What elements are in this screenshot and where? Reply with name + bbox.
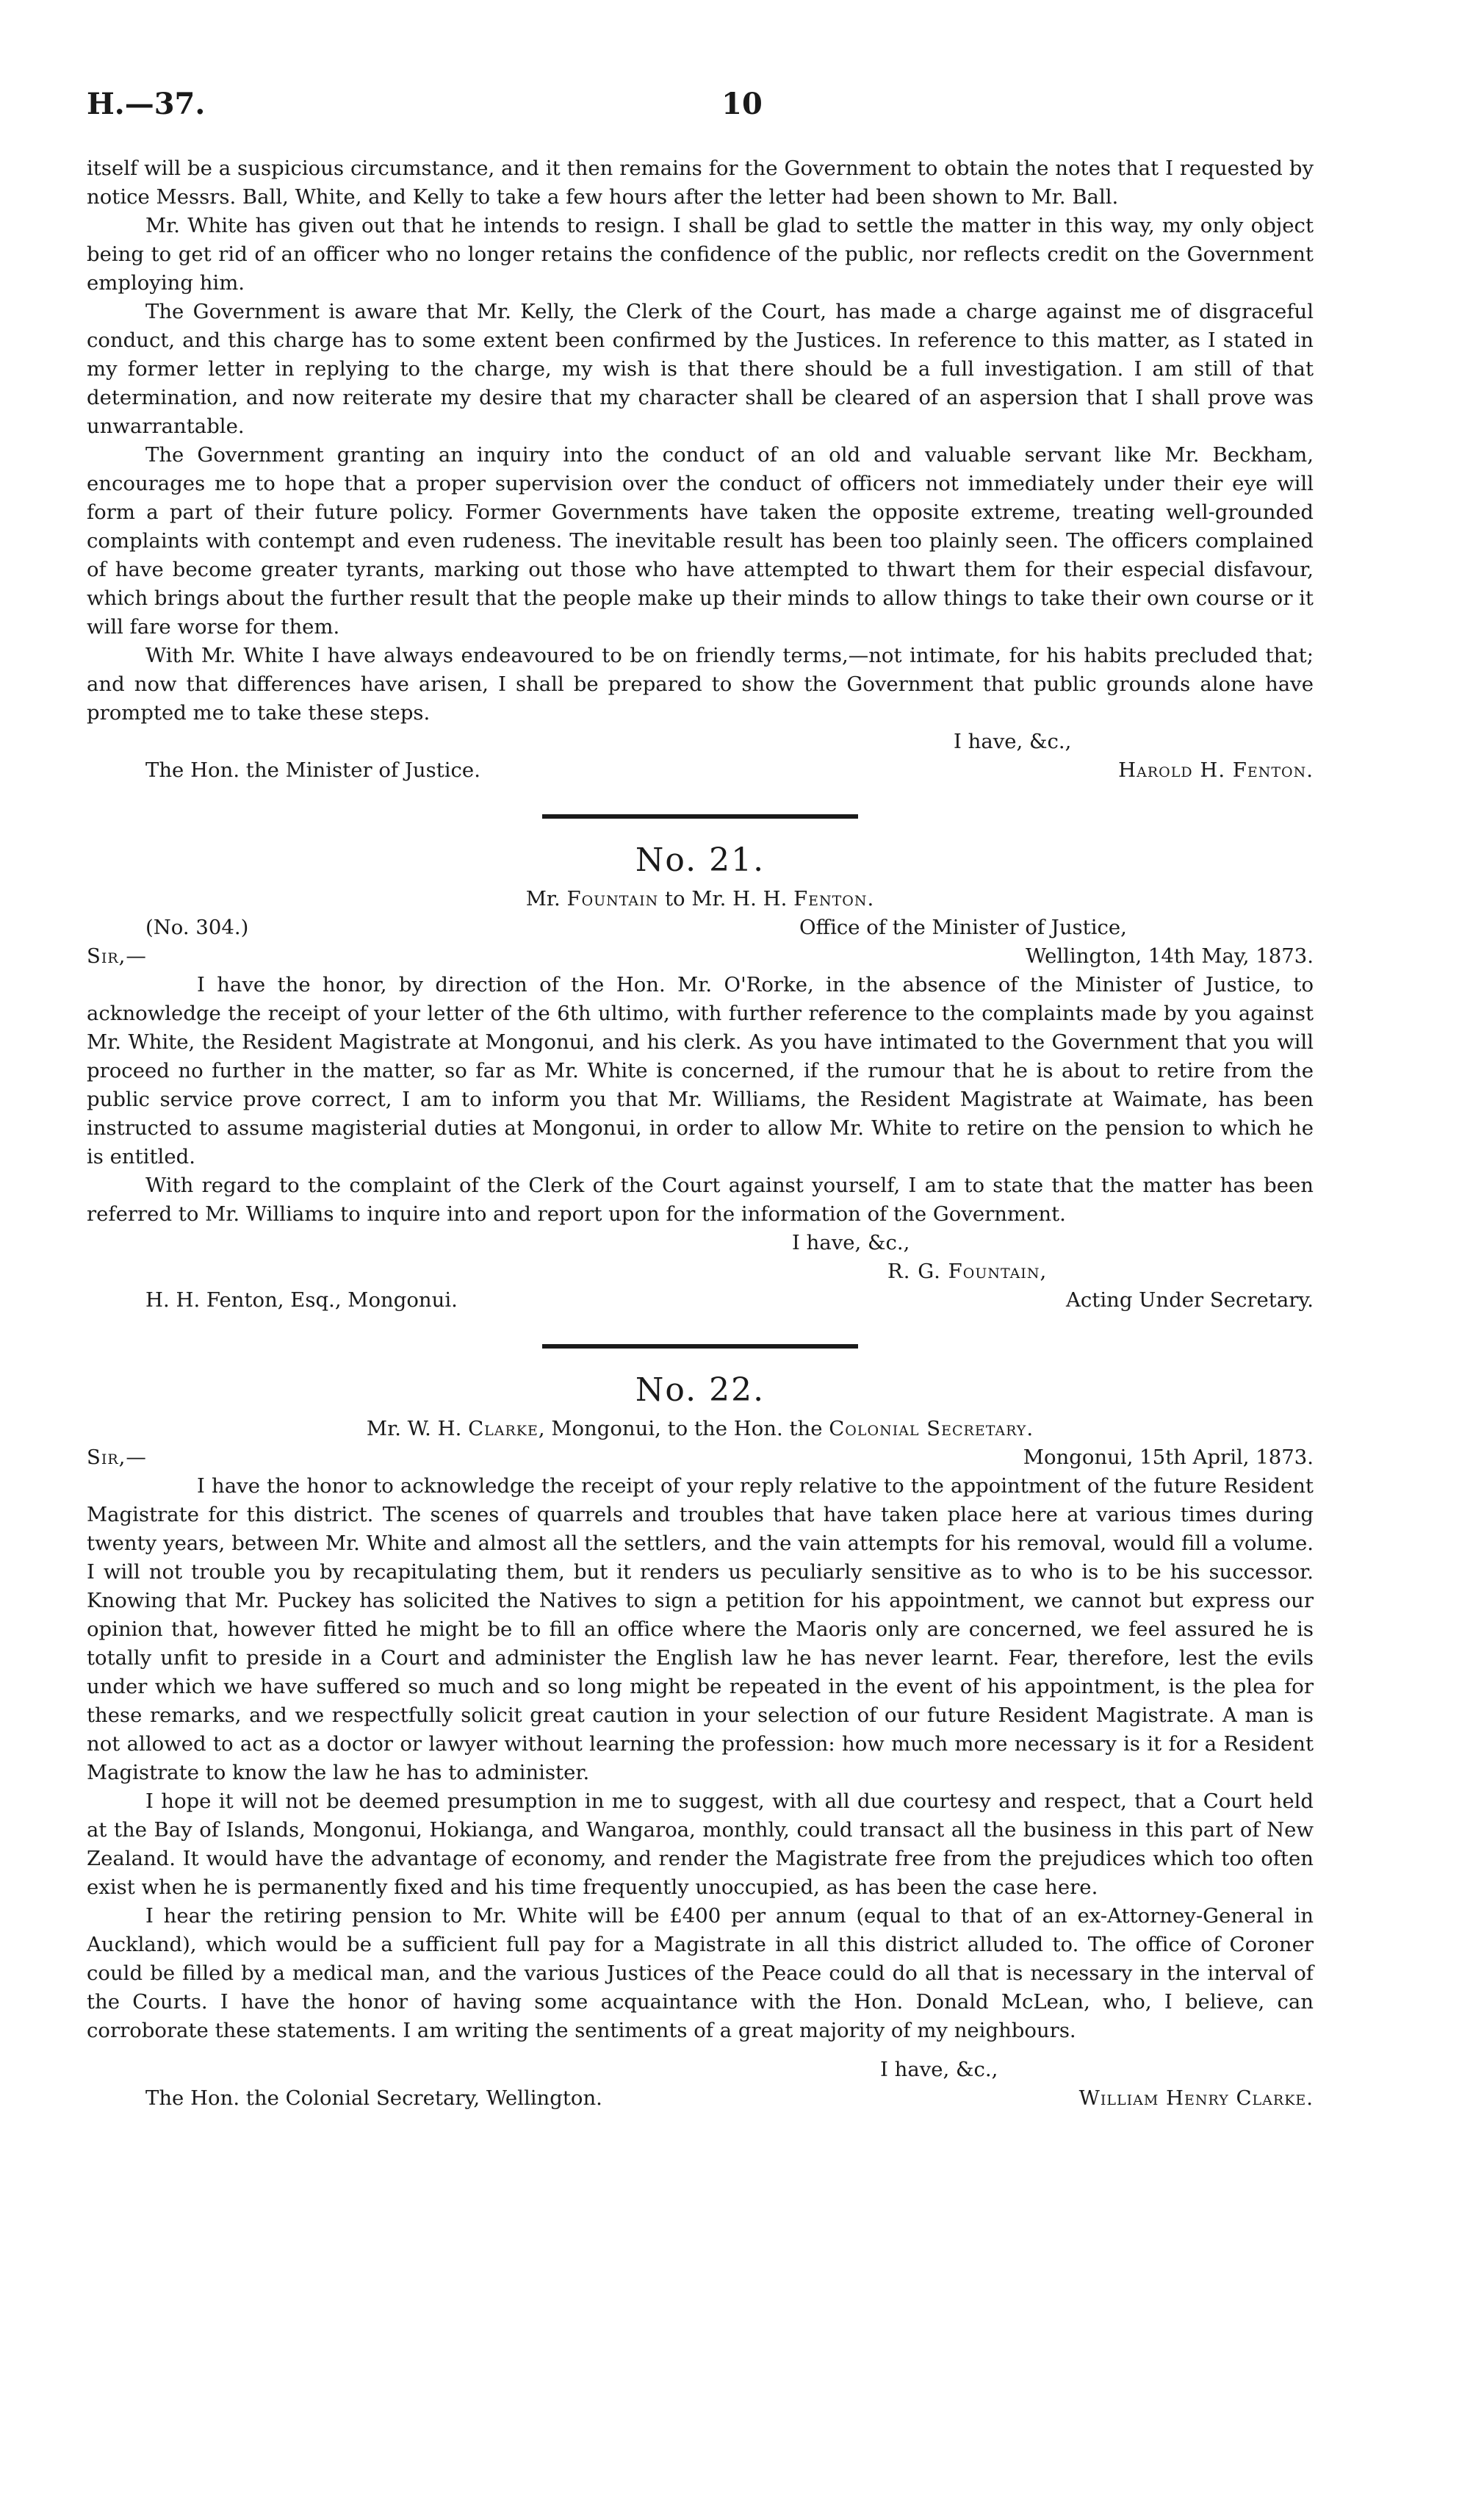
closing-phrase: I have, &c.,	[880, 2058, 998, 2081]
heading-sender: Clarke	[468, 1417, 539, 1440]
paragraph: The Government granting an inquiry into the conduct of an old and valuable servant like Mr. Beckham, encourages me to hope that a proper supervision over the conduct of officers not immediately under their eye will form a part of their future policy. Former Governments have taken the opposite extreme, treating well-grounded complaints with contempt and even rudeness. The inevitable result has been too plainly seen. The officers complained of have become greater tyrants, marking out those who have attempted to thwart them for their especial disfavour, which brings about the further result that the people make up their minds to allow things to take their own course or it will fare worse for them.	[87, 443, 1314, 639]
addressee: The Hon. the Minister of Justice.	[145, 758, 480, 782]
section-divider	[542, 1344, 858, 1349]
signature: Harold H. Fenton.	[1118, 758, 1314, 782]
paragraph: The Government is aware that Mr. Kelly, the Clerk of the Court, has made a charge against me of disgraceful conduct, and this charge has to some extent been confirmed by the Justices. In reference to this matter, as I stated in my former letter in replying to the charge, my wish is that there should be a full investigation. I am still of that determination, and now reiterate my desire that my character shall be cleared of an aspersion that I shall prove was unwarrantable.	[87, 300, 1314, 438]
paragraph: Mr. White has given out that he intends to resign. I shall be glad to settle the matter in this way, my only object being to get rid of an officer who no longer retains the confidence of the public, nor reflects credit on the Government employing him.	[87, 214, 1314, 295]
heading-recipient: Colonial Secretary.	[829, 1417, 1034, 1440]
section-divider	[542, 814, 858, 819]
salutation: Sir,—	[87, 1446, 147, 1469]
closing-row	[87, 2055, 1314, 2084]
reference-row	[87, 913, 1314, 942]
paragraph: With regard to the complaint of the Clerk of the Court against yourself, I am to state that the matter has been referred to Mr. Williams to inquire into and report upon for the information of the Government.	[87, 1174, 1314, 1226]
signature-row	[87, 1286, 1314, 1315]
signature-row	[87, 756, 1314, 785]
heading-text: Mr. W. H.	[366, 1417, 469, 1440]
office-line: Office of the Minister of Justice,	[799, 916, 1127, 939]
heading-text: , Mongonui, to the Hon. the	[538, 1417, 829, 1440]
closing-row	[87, 1229, 1314, 1257]
paragraph: I have the honor to acknowledge the receipt of your reply relative to the appointment of the future Resident Magistrate for this district. The scenes of quarrels and troubles that have taken place here at various times during twenty years, between Mr. White and almost all the settlers, and the vain attempts for his removal, would fill a volume. I will not trouble you by recapitulating them, but it renders us peculiarly sensitive as to who is to be his successor. Knowing that Mr. Puckey has solicited the Natives to sign a petition for his appointment, we cannot but express our opinion that, however fitted he might be to fill an office where the Maoris only are concerned, we feel assured he is totally unfit to preside in a Court and administer the English law he has never learnt. Fear, therefore, lest the evils under which we have suffered so much and so long might be repeated in the event of his appointment, is the plea for these remarks, and we respectfully solicit great caution in your selection of our future Resident Magistrate. A man is not allowed to act as a doctor or lawyer without learning the profession: how much more necessary is it for a Resident Magistrate to know the law he has to administer.	[87, 1474, 1314, 1784]
place-date: Mongonui, 15th April, 1873.	[1023, 1446, 1314, 1469]
salutation-row	[87, 1443, 1314, 1472]
signature-row	[87, 2084, 1314, 2113]
salutation: Sir,—	[87, 944, 147, 968]
paragraph: I have the honor, by direction of the Hon. Mr. O'Rorke, in the absence of the Minister of Justice, to acknowledge the receipt of your letter of the 6th ultimo, with further reference to the complaints made by you against Mr. White, the Resident Magistrate at Mongonui, and his clerk. As you have intimated to the Government that you will proceed no further in the matter, so far as Mr. White is concerned, if the rumour that he is about to retire from the public service prove correct, I am to inform you that Mr. Williams, the Resident Magistrate at Waimate, has been instructed to assume magisterial duties at Mongonui, in order to allow Mr. White to retire on the pension to which he is entitled.	[87, 973, 1314, 1168]
closing-phrase: I have, &c.,	[792, 1231, 910, 1254]
page-number: 10	[721, 87, 763, 121]
heading-text: Mr.	[525, 887, 567, 911]
document-body	[87, 154, 1314, 2113]
signature: William Henry Clarke.	[1078, 2086, 1314, 2110]
letter-number: No. 21.	[635, 841, 766, 879]
paragraph: itself will be a suspicious circumstance, and it then remains for the Government to obtain the notes that I requested by notice Messrs. Ball, White, and Kelly to take a few hours after the letter had been shown to Mr. Ball.	[87, 157, 1314, 209]
letter-heading	[87, 885, 1314, 913]
letter-no-22	[87, 1371, 1314, 2113]
salutation-row	[87, 942, 1314, 971]
heading-recipient: Fenton.	[793, 887, 875, 911]
closing-phrase: I have, &c.,	[954, 730, 1072, 753]
letter-no-21	[87, 841, 1314, 1315]
signatory-title: Acting Under Secretary.	[1066, 1288, 1314, 1312]
running-header	[87, 87, 1397, 131]
paragraph: I hope it will not be deemed presumption in me to suggest, with all due courtesy and respect, that a Court held at the Bay of Islands, Mongonui, Hokianga, and Wangaroa, monthly, could transact all the business in this part of New Zealand. It would have the advantage of economy, and render the Magistrate free from the prejudices which too often exist when he is permanently fixed and his time frequently unoccupied, as has been the case here.	[87, 1789, 1314, 1899]
signature: R. G. Fountain,	[887, 1260, 1048, 1283]
addressee: H. H. Fenton, Esq., Mongonui.	[145, 1288, 458, 1312]
place-date: Wellington, 14th May, 1873.	[1026, 944, 1314, 968]
letter-number: No. 22.	[635, 1371, 766, 1409]
reference-number: (No. 304.)	[145, 916, 249, 939]
addressee: The Hon. the Colonial Secretary, Wellington.	[145, 2086, 602, 2110]
paragraph: With Mr. White I have always endeavoured to be on friendly terms,—not intimate, for his habits precluded that; and now that differences have arisen, I shall be prepared to show the Government that public grounds alone have prompted me to take these steps.	[87, 644, 1314, 725]
heading-text: to Mr. H. H.	[658, 887, 794, 911]
signature-row	[87, 1257, 1314, 1286]
report-reference: H.—37.	[87, 87, 206, 121]
heading-sender: Fountain	[566, 887, 659, 911]
paragraph: I hear the retiring pension to Mr. White will be £400 per annum (equal to that of an ex-Attorney-General in Auckland), which would be a sufficient full pay for a Magistrate in all this district alluded to. The office of Coroner could be filled by a medical man, and the various Justices of the Peace could do all that is necessary in the interval of the Courts. I have the honor of having some acquaintance with the Hon. Donald McLean, who, I believe, can corroborate these statements. I am writing the sentiments of a great majority of my neighbours.	[87, 1904, 1314, 2042]
letter-heading	[87, 1415, 1314, 1443]
closing-row	[87, 728, 1314, 756]
